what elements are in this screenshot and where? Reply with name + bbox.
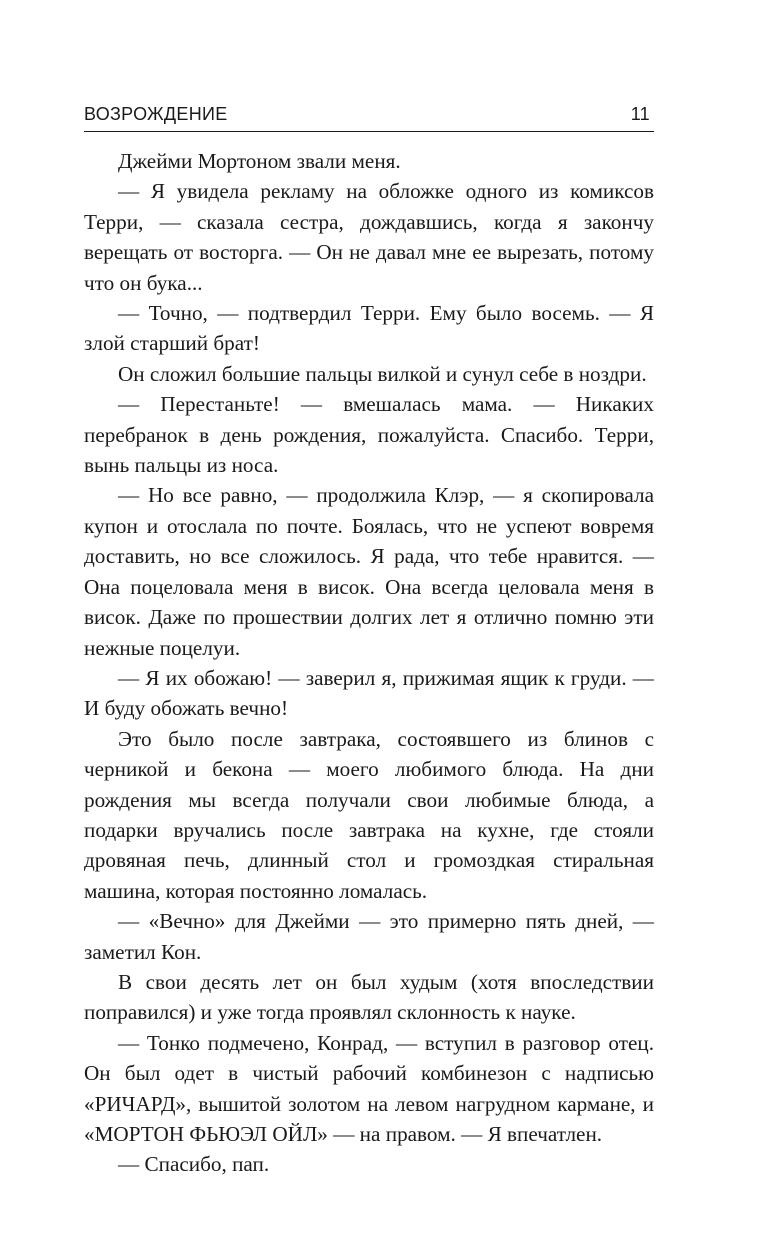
paragraph: В свои десять лет он был худым (хотя впоследствии поправился) и уже тогда проявлял склонность к науке.	[84, 969, 654, 1025]
paragraph: Он сложил большие пальцы вилкой и сунул себе в ноздри.	[118, 361, 647, 386]
paragraph: Это было после завтрака, состоявшего из блинов с черникой и бекона — моего любимого блюда. На дни рождения мы всегда получали свои любимые блюда, а подарки вручались после завтрака на кухне, где стояли дровяная печь, длинный стол и громоздкая стиральная машина, которая постоянно ломалась.	[84, 726, 654, 903]
paragraph: — Тонко подмечено, Конрад, — вступил в разговор отец. Он был одет в чистый рабочий комбинезон с надписью «РИЧАРД», вышитой золотом на левом нагрудном кармане, и «МОРТОН ФЬЮЭЛ ОЙЛ» — на правом. — Я впечатлен.	[84, 1030, 654, 1146]
running-head	[84, 101, 654, 132]
paragraph: — Точно, — подтвердил Терри. Ему было восемь. — Я злой старший брат!	[84, 301, 654, 356]
page-number: 11	[630, 104, 650, 124]
body-text	[84, 146, 654, 1180]
paragraph: — Я их обожаю! — заверил я, прижимая ящик к груди. — И буду обожать вечно!	[84, 665, 654, 721]
book-title: ВОЗРОЖДЕНИЕ	[84, 104, 228, 124]
paragraph: — Спасибо, пап.	[118, 1152, 270, 1177]
paragraph: — Но все равно, — продолжила Клэр, — я скопировала купон и отослала по почте. Боялась, что не успеют вовремя доставить, но все сложилось. Я рада, что тебе нравится. — Она поцеловала меня в висок. Она всегда целовала меня в висок. Даже по прошествии долгих лет я отлично помню эти нежные поцелуи.	[84, 483, 654, 660]
paragraph: Джейми Мортоном звали меня.	[118, 149, 401, 173]
paragraph: — Перестаньте! — вмешалась мама. — Никаких перебранок в день рождения, пожалуйста. Спасибо. Терри, вынь пальцы из носа.	[84, 392, 654, 478]
paragraph: — Я увидела рекламу на обложке одного из комиксов Терри, — сказала сестра, дождавшись, когда я закончу верещать от восторга. — Он не давал мне ее вырезать, потому что он бука...	[84, 179, 654, 295]
paragraph: — «Вечно» для Джейми — это примерно пять дней, — заметил Кон.	[84, 909, 654, 964]
